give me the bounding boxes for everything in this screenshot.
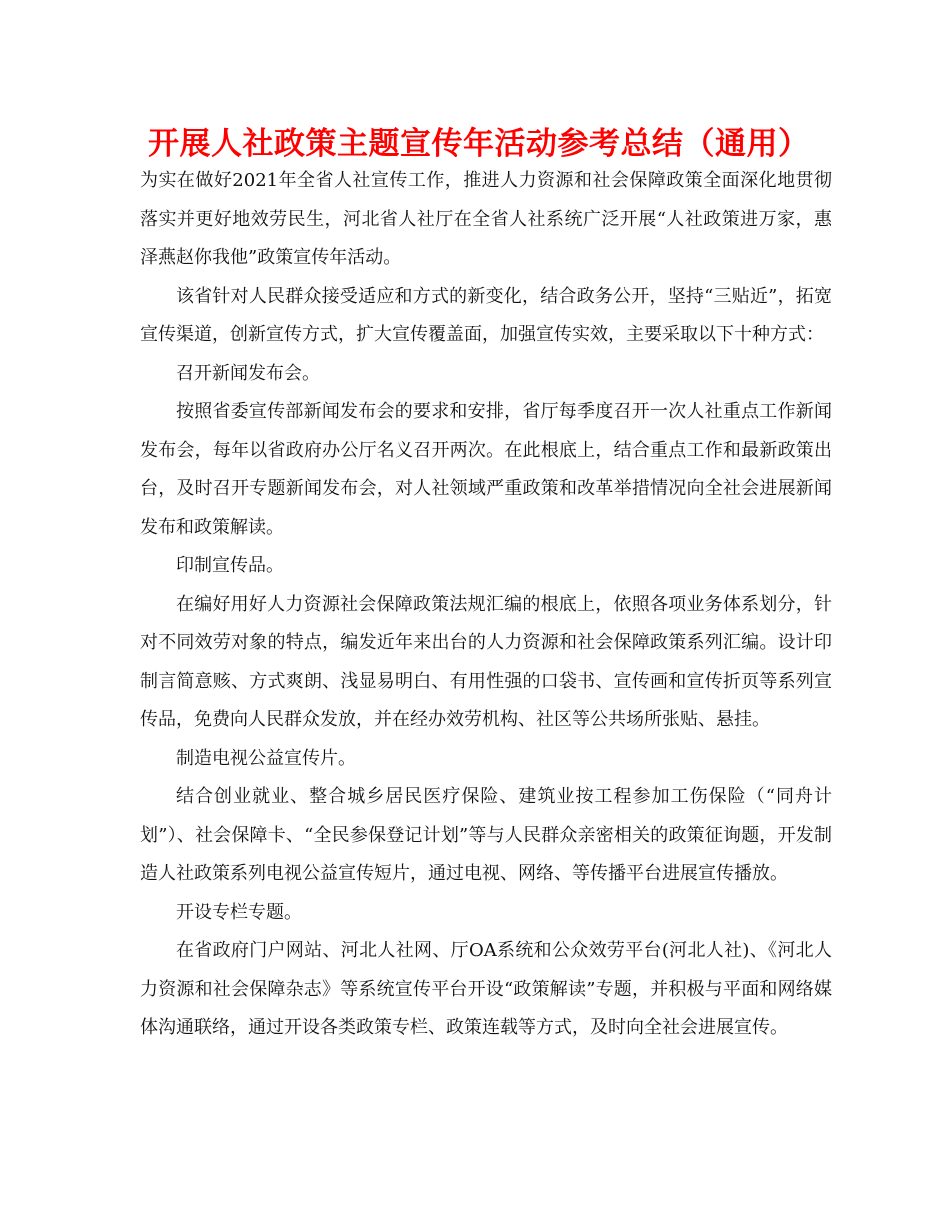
section-heading: 开设专栏专题。 — [176, 901, 302, 923]
paragraph: 该省针对人民群众接受适应和方式的新变化，结合政务公开，坚持“三贴近”，拓宽宣传渠道，创新宣传方式，扩大宣传覆盖面，加强宣传实效，主要采取以下十种方式： — [140, 285, 832, 345]
section-heading: 召开新闻发布会。 — [176, 362, 320, 384]
paragraph: 结合创业就业、整合城乡居民医疗保险、建筑业按工程参加工伤保险（“同舟计划”）、社会保障卡、“全民参保登记计划”等与人民群众亲密相关的政策征询题，开发制造人社政策系列电视公益宣传短片，通过电视、网络、等传播平台进展宣传播放。 — [140, 786, 832, 884]
paragraph: 按照省委宣传部新闻发布会的要求和安排，省厅每季度召开一次人社重点工作新闻发布会，每年以省政府办公厅名义召开两次。在此根底上，结合重点工作和最新政策出台，及时召开专题新闻发布会，对人社领域严重政策和改革举措情况向全社会进展新闻发布和政策解读。 — [140, 401, 832, 538]
paragraph: 在省政府门户网站、河北人社网、厅OA系统和公众效劳平台(河北人社)、《河北人力资源和社会保障杂志》等系统宣传平台开设“政策解读”专题，并积极与平面和网络媒体沟通联络，通过开设各类政策专栏、政策连载等方式，及时向全社会进展宣传。 — [140, 940, 832, 1038]
section-heading: 制造电视公益宣传片。 — [176, 747, 356, 769]
section-heading: 印制宣传品。 — [176, 555, 284, 576]
paragraph-intro: 为实在做好2021年全省人社宣传工作，推进人力资源和社会保障政策全面深化地贯彻落实并更好地效劳民生，河北省人社厅在全省人社系统广泛开展“人社政策进万家，惠泽燕赵你我他”政策宣传年活动。 — [140, 170, 832, 268]
paragraph: 在编好用好人力资源社会保障政策法规汇编的根底上，依照各项业务体系划分，针对不同效劳对象的特点，编发近年来出台的人力资源和社会保障政策系列汇编。设计印制言简意赅、方式爽朗、浅显易明白、有用性强的口袋书、宣传画和宣传折页等系列宣传品，免费向人民群众发放，并在经办效劳机构、社区等公共场所张贴、悬挂。 — [140, 593, 832, 730]
document-body — [140, 162, 832, 1048]
document-title: 开展人社政策主题宣传年活动参考总结（通用） — [148, 126, 810, 162]
